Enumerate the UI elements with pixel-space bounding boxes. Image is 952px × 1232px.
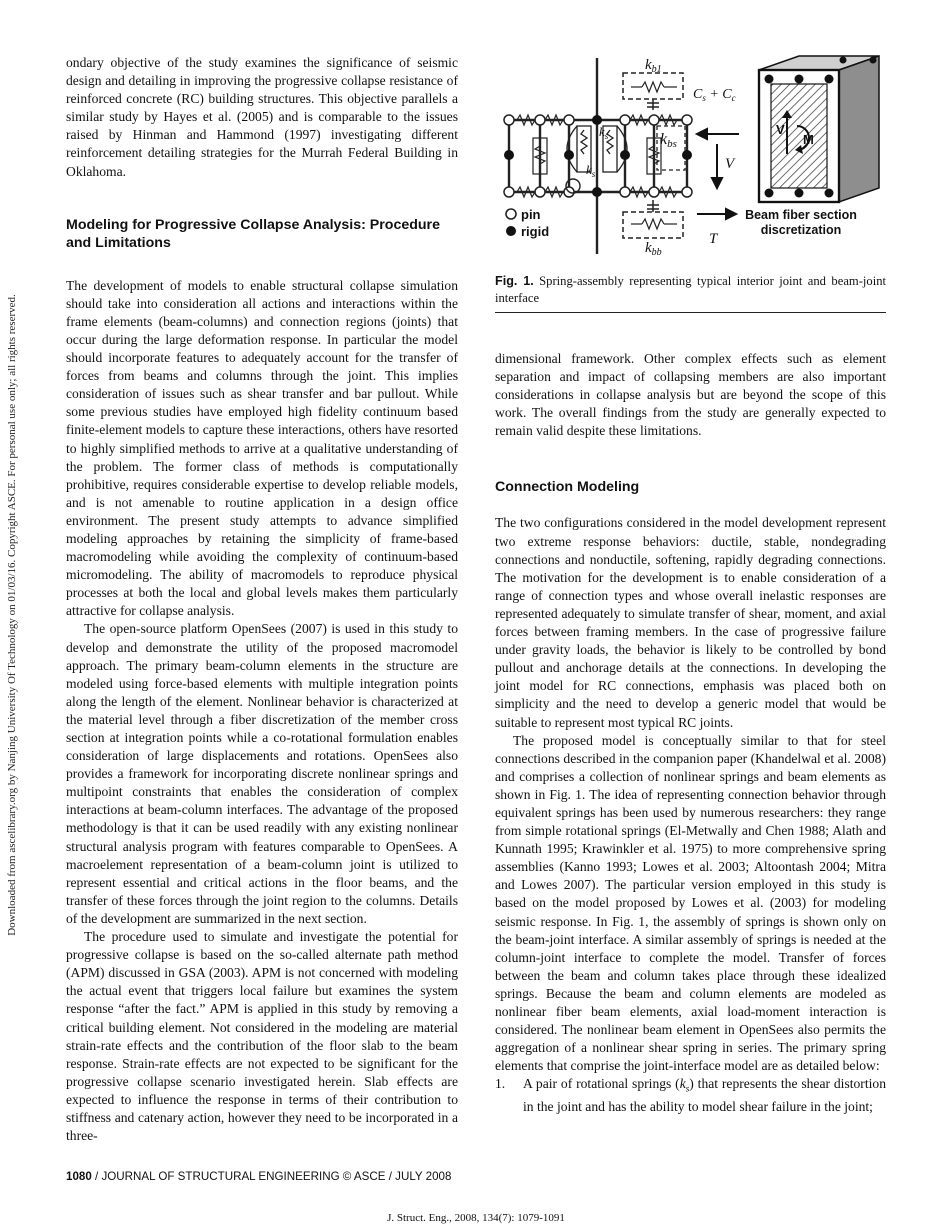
figure-1 <box>497 54 886 266</box>
page-number: 1080 <box>66 1170 92 1183</box>
citation-line: J. Struct. Eng., 2008, 134(7): 1079-1091 <box>387 1212 565 1224</box>
figure-divider <box>495 312 886 313</box>
rigid-node-icon <box>564 150 574 160</box>
label-section-shear: V <box>776 122 785 137</box>
label-compression-force: $C_s + C_c$ <box>693 87 736 103</box>
legend-rigid-label: rigid <box>521 224 550 239</box>
pin-node-icon <box>649 115 659 125</box>
download-notice <box>0 255 24 975</box>
modeling-paragraph-1: The development of models to enable structural collapse simulation should take into consideration all actions and interactions within the frame elements (beam-columns) and connection regions (joints) that occur during the large deformation response. In particular the model should incorporate features to adequately account for the transfer of forces from beams and columns through the joint. This implies consideration of issues such as shear transfer and bar pullout. While some previous studies have employed high fidelity continuum based finite-element models to capture these interactions, others have resorted to highly simplified methods to arrive at a qualitative understanding of the problem. The former class of methods is computationally prohibitive, requires considerable expertise to develop reliable models, and is not amenable to routine application in a design office environment. The present study attempts to advance simplified modeling approaches by retaining the simplicity of frame-based macromodeling while avoiding the complexity of continuum-based micromodeling. The ability of macromodels to reproduce physical processes at both the local and global levels makes them particularly attractive for collapse analysis. <box>66 277 458 619</box>
pin-node-icon <box>649 187 659 197</box>
pin-node-icon <box>682 187 692 197</box>
rigid-node-icon <box>620 150 630 160</box>
bottom-interface-spring <box>623 200 683 238</box>
section-heading-connection: Connection Modeling <box>495 479 640 496</box>
top-interface-spring <box>623 73 683 110</box>
pin-node-icon <box>504 187 514 197</box>
pin-node-icon <box>535 187 545 197</box>
continuation-paragraph: dimensional framework. Other complex effects such as element separation and impact of collapsing members are also important considerations in collapse analysis but are beyond the scope of this work. The overall findings from the study are generally expected to remain valid despite these limitations. <box>495 351 886 439</box>
pin-node-icon <box>535 115 545 125</box>
pin-node-icon <box>620 115 630 125</box>
connection-paragraph-2: The proposed model is conceptually similar to that for steel connections described in the companion paper (Khandelwal et al. 2008) and comprises a collection of nonlinear springs and beam elements as shown in Fig. 1. The idea of representing connection behavior through equivalent springs has been used by numerous researchers: they range from simple rotational springs (El-Metwally and Chen 1988; Alath and Kunnath 1995; Krawinkler et al. 1975) to more comprehensive spring assemblies (Kanno 1993; Lowes et al. 2003; Altoontash 2004; Mitra and Lowes 2007). The particular version employed in this study is based on the model proposed by Lowes et al. (2003) for modeling seismic response. In Fig. 1, the assembly of springs is shown only on the beam-joint interface. A similar assembly of springs is needed at the column-joint interface to complete the model. Transfer of forces between the beam and column takes place through these idealized springs. Because the beam and column elements are modeled as nonlinear fiber beam elements, axial load-moment interaction is considered. The nonlinear beam element in OpenSees also permits the aggregation of a nonlinear shear spring in series. The primary spring elements that comprise the joint-interface model are as detailed below: <box>495 732 886 1074</box>
right-column <box>495 350 886 1116</box>
label-kbb: $k_{bb}$ <box>645 240 662 258</box>
spring-element-list <box>495 1075 886 1116</box>
label-kbs: kbs <box>660 131 677 150</box>
section-caption-line2: discretization <box>760 223 842 237</box>
journal-line: / JOURNAL OF STRUCTURAL ENGINEERING © ASCE / JULY 2008 <box>91 1170 452 1183</box>
label-kb-top: $k_{b1}$ <box>645 57 662 75</box>
label-tension-arrow: T <box>709 231 718 247</box>
figure-1-label: Fig. 1. <box>495 274 534 288</box>
label-ks-upper: $k_s$ <box>599 124 609 141</box>
modeling-paragraph-2: The open-source platform OpenSees (2007) is used in this study to develop and demonstrate the utility of the proposed macromodel approach. The primary beam-column elements in the structure are modeled using force-based elements with multiple integration points along the length of the element. Nonlinear behavior is characterized at the material level through a fiber discretization of the member cross section at integration points while a co-rotational formulation enables consideration of large displacements and rotations. OpenSees also provides a framework for incorporating discrete nonlinear springs and multipoint constraints that enables the consideration of complex interactions at beam-column interfaces. The advantage of the proposed methodology is that it can be used readily with any existing nonlinear structural analysis program with features comparable to OpenSees. A macroelement representation of a beam-column joint is utilized to represent essential and critical actions in the floor beams, and the transfer of these forces through the joint region to the columns. Details of the development are summarized in the next section. <box>66 621 458 926</box>
list-item-number: 1. <box>495 1076 506 1092</box>
rigid-node-icon <box>504 150 514 160</box>
legend-pin-label: pin <box>521 207 541 222</box>
list-item: 1. A pair of rotational springs $(k_s)$ that represents the shear distortion in the joint and has the ability to model shear failure in the joint; <box>495 1076 886 1115</box>
section-caption-line1: Beam fiber section <box>745 208 857 222</box>
beam-fiber-section <box>759 56 879 202</box>
download-notice-text: Downloaded from ascelibrary.org by Nanjing University Of Technology on 01/03/16. Copyright ASCE. For personal use only; all rights reserved. <box>6 294 18 936</box>
label-section-moment: M <box>803 132 814 147</box>
rigid-node-icon <box>682 150 692 160</box>
figure-1-caption <box>495 273 886 307</box>
pin-legend-icon <box>506 209 516 219</box>
pin-node-icon <box>682 115 692 125</box>
section-heading-modeling: Modeling for Progressive Collapse Analysis: Procedure and Limitations <box>66 216 440 251</box>
force-arrows <box>697 129 739 219</box>
pin-node-icon <box>564 115 574 125</box>
pin-node-icon <box>504 115 514 125</box>
intro-paragraph: ondary objective of the study examines the significance of seismic design and detailing in improving the progressive collapse resistance of reinforced concrete (RC) building structures. This objective parallels a similar study by Hayes et al. (2005) and is comparable to the issues raised by Hinman and Hammond (1997) investigating different reinforcement detailing strategies for the Murrah Federal Building in Oklahoma. <box>66 55 458 179</box>
figure-legend <box>506 207 549 239</box>
connection-paragraph-1: The two configurations considered in the model development represent two extreme response behaviors: ductile, stable, nondegrading connections and nonductile, softening, rapidly degrading connections. The motivation for the development is to enable consideration of a range of connection types and whose overall inelastic responses are represented adequately to simulate transfer of shear, moment, and axial forces between framing members. In the case of progressive failure under gravity loads, the behavior is likely to be controlled by bond pullout and anchorage details at the connections. In developing the joint model for RC connections, emphasis was placed both on simplicity and the need to develop a generic model that would be suitable to represent most typical RC joints. <box>495 515 886 730</box>
left-column <box>66 54 458 1145</box>
spring-assembly-diagram <box>497 54 886 266</box>
page-footer <box>66 1170 451 1183</box>
label-shear-arrow: V <box>725 156 735 172</box>
rigid-legend-icon <box>506 226 516 236</box>
label-ks-lower: $k_s$ <box>586 162 596 179</box>
figure-1-caption-text: Spring-assembly representing typical interior joint and beam-joint interface <box>495 274 886 305</box>
modeling-paragraph-3: The procedure used to simulate and investigate the potential for progressive collapse is based on the so-called alternate path method (APM) discussed in GSA (2003). APM is not concerned with modeling the actual event that triggers local failure but examines the system response “after the fact.” APM is applied in this study by removing a critical building element. Not considered in the modeling are material strain-rate effects and the contribution of the floor slab to the beam response. Strain-rate effects are not expected to be significant for the progressive collapse scenario investigated herein. Slab effects are expected to influence the response in terms of their contribution to stiffness and catenary action, however they need to be incorporated in a three- <box>66 929 458 1144</box>
pin-node-icon <box>620 187 630 197</box>
rigid-node-icon <box>592 187 602 197</box>
